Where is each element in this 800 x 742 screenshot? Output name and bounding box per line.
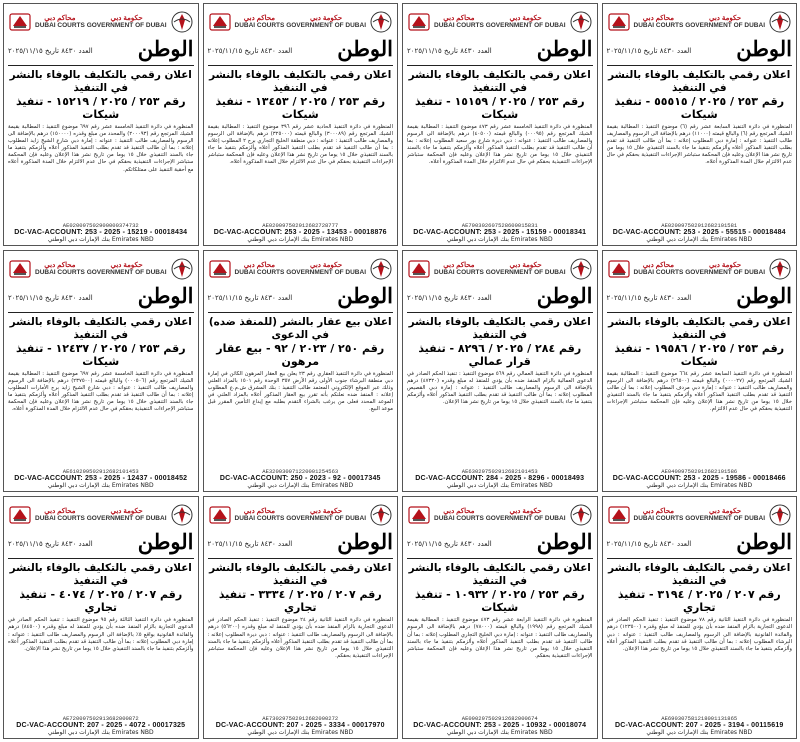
logo-bar	[407, 7, 593, 37]
court-name-ar: محاكم دبي	[642, 15, 675, 22]
iban-number: AE020097502900000374732	[62, 221, 139, 229]
courts-logo-text	[434, 15, 484, 29]
notice-footer	[208, 715, 394, 736]
masthead	[606, 282, 793, 313]
newspaper-name: الوطن	[536, 529, 593, 555]
government-name-en: GOVERNMENT OF DUBAI	[86, 268, 167, 276]
headline-line-2: رقم ٢٠٧ / ٢٠٢٥ / ٣١٩٤ - تنفيذ تجاري	[617, 588, 781, 615]
government-logo-text	[685, 15, 765, 29]
notice-footer	[208, 222, 394, 243]
bank-name: بنك الإمارات دبي الوطني Emirates NBD	[646, 729, 753, 736]
dubai-courts-emblem-icon	[607, 257, 631, 281]
newspaper-name: الوطن	[736, 529, 792, 555]
notice-card-11	[402, 496, 598, 739]
government-name-ar: حكومة دبي	[310, 15, 343, 22]
newspaper-name: الوطن	[137, 282, 194, 308]
government-logo-text	[685, 508, 765, 522]
headline-line-1: اعلان رقمي بالتكليف بالوفاء بالنشر في التنفيذ	[209, 562, 392, 588]
logo-bar	[8, 500, 194, 530]
government-logo-text	[87, 15, 167, 29]
newspaper-name: الوطن	[337, 529, 393, 555]
courts-logo	[607, 503, 684, 527]
notice-body: المنظورة في دائرة التنفيذ العقاري رقم ٢٣ يعلن بيع العقار المرهون الكائن في إمارة دبي منطقة البرشاء جنوب الأولى رقم الأرض ٣٥٧ الوحدة رقم ١٥٠١ بالمزاد العلني وذلك عبر الموقع الإلكتروني المعتمد طالب التنفيذ : بنك المشرق ش.م.ع المطلوب إعلانه : المنفذ ضده نعلنكم بأنه تقرر بيع العقار المذكور أعلاه بالمزاد العلني في الموعد المحدد فعلى من يرغب بالشراء التقدم بطلبه مع إيداع التأمين المقرر قبل موعد البيع.	[207, 370, 393, 413]
dubai-courts-emblem-icon	[607, 503, 631, 527]
bank-name: بنك الإمارات دبي الوطني Emirates NBD	[446, 482, 553, 490]
courts-logo-text	[434, 508, 484, 522]
newspaper-name: الوطن	[736, 282, 792, 308]
courts-logo-text	[235, 508, 285, 522]
issue-line: العدد ٨٤٣٠ تاريخ ٢٠٢٥/١١/١٥	[8, 293, 93, 302]
court-name-en: DUBAI COURTS	[234, 22, 285, 29]
courts-logo	[8, 503, 85, 527]
court-name-ar: محاكم دبي	[243, 261, 276, 269]
logo-bar	[607, 500, 793, 530]
dubai-courts-emblem-icon	[407, 503, 431, 527]
government-name-en: GOVERNMENT OF DUBAI	[685, 268, 765, 276]
government-logo	[286, 257, 393, 281]
masthead	[8, 38, 194, 66]
notice-headline	[407, 69, 593, 121]
logo-bar	[407, 254, 593, 284]
dubai-crest-icon	[170, 257, 194, 281]
dubai-courts-emblem-icon	[208, 503, 232, 527]
government-logo-text	[486, 262, 566, 276]
government-name-en: GOVERNMENT OF DUBAI	[86, 22, 167, 29]
government-name-ar: حكومة دبي	[509, 508, 542, 516]
government-name-en: GOVERNMENT OF DUBAI	[286, 268, 366, 276]
account-number: DC-VAC-ACCOUNT: 284 - 2025 - 8296 - 00018493	[415, 475, 585, 483]
masthead	[607, 531, 793, 559]
court-name-ar: محاكم دبي	[642, 508, 675, 516]
dubai-courts-emblem-icon	[8, 257, 32, 281]
iban-number: AE690307581218001131865	[661, 715, 738, 722]
dubai-courts-emblem-icon	[8, 503, 32, 527]
government-name-ar: حكومة دبي	[509, 15, 542, 22]
notice-headline	[8, 316, 194, 368]
notice-card-5	[3, 250, 199, 493]
courts-logo-text	[434, 262, 484, 276]
account-number: DC-VAC-ACCOUNT: 253 - 2025 - 15159 - 00018341	[413, 228, 587, 236]
government-name-en: GOVERNMENT OF DUBAI	[286, 515, 366, 523]
dubai-courts-emblem-icon	[607, 10, 631, 34]
iban-number: AE630297502912682101453	[461, 468, 538, 476]
notice-footer	[607, 715, 793, 736]
government-logo-text	[685, 262, 765, 276]
notice-card-7	[402, 250, 598, 493]
account-number: DC-VAC-ACCOUNT: 253 - 2025 - 19586 - 00018466	[612, 475, 786, 483]
notice-card-10	[203, 496, 399, 739]
issue-line: العدد ٨٤٣٠ تاريخ ٢٠٢٥/١١/١٥	[606, 47, 692, 55]
logo-bar	[407, 500, 593, 530]
government-logo	[87, 10, 194, 34]
issue-line: العدد ٨٤٣٠ تاريخ ٢٠٢٥/١١/١٥	[207, 540, 293, 549]
dubai-crest-icon	[170, 503, 194, 527]
newspaper-name: الوطن	[337, 282, 393, 308]
dubai-crest-icon	[768, 503, 792, 527]
courts-logo	[407, 503, 484, 527]
government-logo	[685, 257, 792, 281]
notice-body: المنظورة في دائرة التنفيذ الخامسة عشر رقم ٦٩٧ موضوع التنفيذ : المطالبة بقيمة الشيك المرتجع رقم (٢٠٠٠٩٣) والمحدد من مبلغ وقدره (١٥٠٠٠٠) درهم بالإضافة الى الرسوم والمصاريف طالب التنفيذ : عنوانه : إمارة دبي شارع الشيخ زايد المطلوب إعلانه : بما أن طالب التنفيذ قد تقدم بطلب التنفيذ المذكور أعلاه وألزمكم بتنفيذ ما جاء بالسند التنفيذي خلال ١٥ يوما من تاريخ نشر هذا الإعلان وعليه فإن المحكمة ستباشر الإجراءات التنفيذية بحقكم في حال عدم الالتزام خلال المدة المذكورة أعلاه مع أحقية التنفيذ على ممتلكاتكم.	[8, 124, 194, 173]
notice-headline	[407, 562, 593, 614]
government-name-ar: حكومة دبي	[709, 508, 742, 516]
masthead	[208, 38, 394, 66]
notice-headline	[8, 69, 194, 121]
courts-logo-text	[634, 262, 684, 276]
account-number: DC-VAC-ACCOUNT: 207 - 2025 - 4072 - 00017325	[16, 722, 186, 729]
government-logo	[685, 503, 792, 527]
notice-headline	[407, 316, 593, 368]
masthead	[8, 531, 194, 559]
court-name-ar: محاكم دبي	[443, 15, 475, 22]
court-name-ar: محاكم دبي	[44, 15, 76, 22]
court-name-ar: محاكم دبي	[243, 508, 276, 516]
court-name-en: DUBAI COURTS	[35, 515, 85, 523]
issue-line: العدد ٨٤٣٠ تاريخ ٢٠٢٥/١١/١٥	[606, 540, 692, 549]
iban-number: AE790302607528600015831	[461, 221, 538, 229]
government-logo	[87, 257, 194, 281]
headline-line-1: اعلان رقمي بالتكليف بالوفاء بالنشر في التنفيذ	[9, 562, 192, 588]
government-logo-text	[486, 15, 566, 29]
notice-card-1	[3, 3, 199, 246]
courts-logo	[8, 257, 85, 281]
notice-body: المنظورة في دائرة التنفيذ الثالثة رقم ٩٥ موضوع التنفيذ : تنفيذ الحكم الصادر في الدعوى التجارية بالزام المنفذ ضده بأن يؤدي للمنفذ له مبلغ وقدره (٨٤٥٠٠) درهم والفائدة القانونية بواقع ٥٪ بالإضافة الى الرسوم والمصاريف طالب التنفيذ : عنوانه : إمارة دبي المطلوب إعلانه : بما أن طالب التنفيذ قد تقدم بطلب التنفيذ المذكور أعلاه وألزمكم بتنفيذ ما جاء بالسند التنفيذي خلال ١٥ يوما من تاريخ نشر هذا الإعلان.	[8, 617, 194, 652]
government-name-en: GOVERNMENT OF DUBAI	[485, 22, 566, 29]
iban-number: AE020097502912682728777	[262, 221, 339, 229]
newspaper-name: الوطن	[736, 36, 792, 61]
headline-line-1: اعلان بيع عقار بالنشر (للمنفذ ضده) في الدعوى	[208, 315, 392, 341]
issue-line: العدد ٨٤٣٠ تاريخ ٢٠٢٥/١١/١٥	[207, 293, 293, 302]
logo-bar	[8, 7, 194, 37]
courts-logo	[208, 503, 285, 527]
headline-line-2: رقم ٢٠٧ / ٢٠٢٥ / ٤٠٧٤ - تنفيذ تجاري	[19, 588, 183, 615]
iban-number: AE610299502912682101453	[62, 468, 139, 476]
courts-logo	[8, 10, 85, 34]
headline-line-1: اعلان رقمي بالتكليف بالوفاء بالنشر في التنفيذ	[608, 562, 791, 588]
masthead	[407, 531, 593, 559]
newspaper-name: الوطن	[137, 529, 194, 555]
government-logo	[286, 503, 393, 527]
government-name-ar: حكومة دبي	[709, 15, 742, 22]
notice-footer	[607, 222, 793, 243]
notice-headline	[208, 562, 394, 614]
bank-name: بنك الإمارات دبي الوطني Emirates NBD	[247, 729, 354, 736]
dubai-crest-icon	[768, 257, 792, 281]
masthead	[607, 38, 793, 66]
newspaper-name: الوطن	[337, 36, 393, 61]
notice-headline	[607, 69, 793, 121]
notice-body: المنظورة في دائرة التنفيذ السابعة عشر رقم ٦٦٤ موضوع التنفيذ : المطالبة بقيمة الشيك المرتجع رقم (٠٠٠٠٢٧) والبالغ قيمته (٢٦٥٠٠) درهم بالإضافة الى الرسوم والمصاريف طالب التنفيذ : عنوانه : إمارة دبي مردف المطلوب إعلانه : بما أن طالب التنفيذ قد تقدم بطلب التنفيذ المذكور أعلاه وألزمكم بتنفيذ ما جاء بالسند التنفيذي خلال ١٥ يوما من تاريخ نشر هذا الإعلان وعليه فإن المحكمة ستباشر الإجراءات التنفيذية بحقكم في حال عدم الالتزام.	[606, 370, 792, 413]
bank-name: بنك الإمارات دبي الوطني Emirates NBD	[446, 235, 553, 243]
dubai-courts-emblem-icon	[407, 257, 431, 281]
notice-footer	[407, 715, 593, 736]
government-logo	[87, 503, 194, 527]
bank-name: بنك الإمارات دبي الوطني Emirates NBD	[47, 482, 154, 490]
government-name-en: GOVERNMENT OF DUBAI	[685, 22, 765, 29]
iban-number: AE720097502913682000872	[62, 715, 139, 722]
government-logo-text	[286, 262, 366, 276]
courts-logo-text	[634, 15, 684, 29]
court-name-en: DUBAI COURTS	[434, 22, 484, 29]
dubai-crest-icon	[768, 10, 792, 34]
court-name-ar: محاكم دبي	[642, 261, 675, 269]
government-name-ar: حكومة دبي	[509, 261, 542, 269]
bank-name: بنك الإمارات دبي الوطني Emirates NBD	[47, 729, 154, 736]
headline-line-2: رقم ٢٥٣ / ٢٠٢٥ / ١٥١٥٩ - تنفيذ شيكات	[414, 95, 585, 121]
headline-line-2: رقم ٢٥٣ / ٢٠٢٥ / ١٠٩٣٢ - تنفيذ شيكات	[414, 588, 585, 615]
account-number: DC-VAC-ACCOUNT: 253 - 2025 - 55515 - 00018484	[612, 228, 786, 236]
court-name-ar: محاكم دبي	[243, 15, 276, 22]
courts-logo	[208, 10, 285, 34]
courts-logo	[407, 257, 484, 281]
government-name-en: GOVERNMENT OF DUBAI	[485, 515, 566, 523]
court-name-en: DUBAI COURTS	[434, 268, 484, 276]
courts-logo-text	[35, 508, 85, 522]
notice-card-3	[402, 3, 598, 246]
notice-headline	[208, 69, 394, 121]
court-name-ar: محاكم دبي	[443, 261, 475, 269]
issue-line: العدد ٨٤٣٠ تاريخ ٢٠٢٥/١١/١٥	[407, 293, 492, 302]
iban-number: AE090297502912682000674	[461, 715, 538, 722]
notice-footer	[208, 468, 394, 489]
dubai-crest-icon	[170, 10, 194, 34]
account-number: DC-VAC-ACCOUNT: 253 - 2025 - 13453 - 00018876	[213, 228, 387, 236]
masthead	[8, 282, 194, 313]
masthead	[407, 282, 593, 313]
government-name-en: GOVERNMENT OF DUBAI	[485, 268, 566, 276]
notice-body: المنظورة في دائرة التنفيذ الرابعة عشر رقم ٤٧٣ موضوع التنفيذ : المطالبة بقيمة الشيك المرتجع رقم (١٩٩٨) والبالغ قيمته (٧٨٠٠٠) درهم بالإضافة الى الرسوم والمصاريف طالب التنفيذ : عنوانه : إمارة دبي الخليج التجاري المطلوب إعلانه : بما أن طالب التنفيذ قد تقدم بطلب التنفيذ المذكور أعلاه وألزمكم بتنفيذ ما جاء بالسند التنفيذي خلال ١٥ يوما من تاريخ نشر هذا الإعلان وعليه فإن المحكمة ستباشر الإجراءات التنفيذية بحقكم.	[407, 617, 593, 659]
notice-card-6	[203, 250, 399, 493]
account-number: DC-VAC-ACCOUNT: 253 - 2025 - 10932 - 00018074	[413, 722, 587, 729]
notice-body: المنظورة في دائرة التنفيذ الخامسة عشر رقم ٦٩٧ موضوع التنفيذ : المطالبة بقيمة الشيك المرتجع رقم (٠٠٠٥٠٦) والبالغ قيمته (٢٣٧٥٠٠) درهم بالإضافة الى الرسوم والمصاريف طالب التنفيذ : عنوانه : دبي شارع الشيخ زايد برج الأمارات المطلوب إعلانه : بما أن طالب التنفيذ قد تقدم بطلب التنفيذ المذكور أعلاه وألزمكم بتنفيذ ما جاء بالسند التنفيذي خلال ١٥ يوما من تاريخ نشر هذا الإعلان وعليه فإن المحكمة ستباشر الإجراءات التنفيذية بحقكم في حال عدم الالتزام خلال المدة المذكورة أعلاه.	[8, 370, 194, 413]
headline-line-2: رقم ٢٥٠ / ٢٠٢٣ / ٩٢ - بيع عقار مرهون	[216, 341, 385, 368]
notice-body: المنظورة في دائرة التنفيذ الثانية رقم ٢٤ موضوع التنفيذ : تنفيذ الحكم الصادر في الدعوى التجارية بالزام المنفذ ضده بأن يؤدي للمنفذ له مبلغ وقدره (٥٦٢٠٠) درهم بالإضافة الى الرسوم والمصاريف طالب التنفيذ : عنوانه : دبي ديرة المطلوب إعلانه : بما أن طالب التنفيذ قد تقدم بطلب التنفيذ المذكور أعلاه وألزمكم بتنفيذ ما جاء بالسند التنفيذي خلال ١٥ يوما من تاريخ نشر هذا الإعلان وعليه فإن المحكمة ستباشر الإجراءات التنفيذية بحقكم.	[207, 617, 393, 659]
headline-line-1: اعلان رقمي بالتكليف بالوفاء بالنشر في التنفيذ	[9, 315, 192, 341]
courts-logo	[607, 257, 684, 281]
headline-line-1: اعلان رقمي بالتكليف بالوفاء بالنشر في التنفيذ	[408, 69, 591, 94]
dubai-crest-icon	[369, 10, 393, 34]
government-logo-text	[286, 508, 366, 522]
notice-headline	[607, 316, 793, 368]
notice-card-8	[602, 250, 798, 493]
government-logo	[486, 10, 593, 34]
court-name-en: DUBAI COURTS	[633, 22, 684, 29]
notice-footer	[407, 222, 593, 243]
government-name-en: GOVERNMENT OF DUBAI	[86, 515, 167, 523]
dubai-courts-emblem-icon	[407, 10, 431, 34]
courts-logo-text	[35, 262, 85, 276]
notice-footer	[8, 222, 194, 243]
court-name-en: DUBAI COURTS	[633, 268, 684, 276]
courts-logo-text	[35, 15, 85, 29]
bank-name: بنك الإمارات دبي الوطني Emirates NBD	[247, 482, 354, 490]
government-name-ar: حكومة دبي	[110, 15, 143, 22]
government-logo	[486, 503, 593, 527]
notice-body: المنظورة في دائرة التنفيذ العمالي رقم ٥٦٩ موضوع التنفيذ : تنفيذ الحكم الصادر في الدعوى العمالية بالزام المنفذ ضده بأن يؤدي للمنفذ له مبلغ وقدره (٤٧٣٢٠) درهم بالإضافة الى الرسوم والمصاريف طالب التنفيذ : عنوانه : إمارة دبي القصيص المطلوب إعلانه : بما أن طالب التنفيذ قد تقدم بطلب التنفيذ المذكور أعلاه وألزمكم بتنفيذ ما جاء بالسند التنفيذي خلال ١٥ يوما من تاريخ نشر هذا الإعلان.	[407, 370, 593, 406]
account-number: DC-VAC-ACCOUNT: 250 - 2023 - 92 - 00017345	[219, 475, 381, 483]
headline-line-1: اعلان رقمي بالتكليف بالوفاء بالنشر في التنفيذ	[408, 315, 591, 341]
iban-number: AE040097502912682101586	[661, 468, 738, 476]
notice-footer	[407, 468, 593, 489]
government-name-ar: حكومة دبي	[110, 261, 143, 269]
court-name-ar: محاكم دبي	[443, 508, 475, 516]
government-logo	[486, 257, 593, 281]
government-name-en: GOVERNMENT OF DUBAI	[685, 515, 765, 523]
headline-line-2: رقم ٢٥٣ / ٢٠٢٥ / ٥٥٥١٥ - تنفيذ شيكات	[614, 95, 785, 121]
issue-line: العدد ٨٤٣٠ تاريخ ٢٠٢٥/١١/١٥	[606, 293, 692, 302]
headline-line-1: اعلان رقمي بالتكليف بالوفاء بالنشر في التنفيذ	[608, 69, 791, 94]
newspaper-name: الوطن	[536, 36, 593, 61]
courts-logo-text	[235, 15, 285, 29]
logo-bar	[208, 254, 394, 284]
court-name-ar: محاكم دبي	[44, 508, 76, 516]
headline-line-2: رقم ٢٥٣ / ٢٠٢٥ / ١٢٤٣٧ - تنفيذ شيكات	[15, 341, 186, 368]
account-number: DC-VAC-ACCOUNT: 253 - 2025 - 12437 - 00018452	[14, 475, 188, 483]
notice-headline	[607, 562, 793, 614]
issue-line: العدد ٨٤٣٠ تاريخ ٢٠٢٥/١١/١٥	[207, 47, 293, 55]
logo-bar	[208, 500, 394, 530]
headline-line-2: رقم ٢٥٣ / ٢٠٢٥ / ١٩٥٨٦ - تنفيذ شيكات	[614, 341, 785, 368]
notice-headline	[208, 316, 394, 368]
logo-bar	[607, 7, 793, 37]
bank-name: بنك الإمارات دبي الوطني Emirates NBD	[247, 235, 354, 243]
notice-card-9	[3, 496, 199, 739]
government-logo	[685, 10, 792, 34]
issue-line: العدد ٨٤٣٠ تاريخ ٢٠٢٥/١١/١٥	[407, 47, 492, 55]
courts-logo	[407, 10, 484, 34]
headline-line-2: رقم ٢٠٧ / ٢٠٢٥ / ٣٣٣٤ - تنفيذ تجاري	[218, 588, 382, 615]
notice-footer	[8, 468, 194, 489]
notice-body: المنظورة في دائرة التنفيذ الثانية رقم ٧٨ موضوع التنفيذ : تنفيذ الحكم الصادر في الدعوى التجارية بالزام المنفذ ضده بأن يؤدي للمنفذ له مبلغ وقدره (١٢٣٥٠٠) درهم والفائدة القانونية بالإضافة الى الرسوم والمصاريف طالب التنفيذ : عنوانه : دبي البرشاء المطلوب إعلانه : بما أن طالب التنفيذ قد تقدم بطلب التنفيذ المذكور أعلاه وألزمكم بتنفيذ ما جاء بالسند التنفيذي خلال ١٥ يوما من تاريخ نشر هذا الإعلان.	[606, 617, 792, 652]
logo-bar	[208, 7, 394, 37]
notice-body: المنظورة في دائرة التنفيذ الحادية عشر رقم ٣٩٦ موضوع التنفيذ : المطالبة بقيمة الشيك المرتجع رقم (٣٠٠٠٨٩) والبالغ قيمته (٣٢٥٠٠٠) درهم بالإضافة الى الرسوم والمصاريف طالب التنفيذ : عنوانه : دبي منطقة الخليج التجاري برج ٢ المطلوب إعلانه : بما أن طالب التنفيذ قد تقدم بطلب التنفيذ المذكور أعلاه وألزمكم بتنفيذ ما جاء بالسند التنفيذي خلال ١٥ يوما من تاريخ نشر هذا الإعلان وعليه فإن المحكمة ستباشر الإجراءات التنفيذية بحقكم في حال عدم الالتزام خلال المدة المذكورة أعلاه.	[207, 124, 393, 166]
government-name-ar: حكومة دبي	[110, 508, 143, 516]
notice-card-12	[602, 496, 798, 739]
government-logo	[286, 10, 393, 34]
issue-line: العدد ٨٤٣٠ تاريخ ٢٠٢٥/١١/١٥	[407, 540, 492, 549]
court-name-en: DUBAI COURTS	[234, 515, 285, 523]
dubai-crest-icon	[569, 10, 593, 34]
courts-logo-text	[235, 262, 285, 276]
government-name-ar: حكومة دبي	[709, 261, 742, 269]
bank-name: بنك الإمارات دبي الوطني Emirates NBD	[646, 235, 753, 243]
courts-logo-text	[634, 508, 684, 522]
account-number: DC-VAC-ACCOUNT: 253 - 2025 - 15219 - 00018434	[14, 228, 188, 236]
government-logo-text	[486, 508, 566, 522]
dubai-courts-emblem-icon	[208, 257, 232, 281]
issue-line: العدد ٨٤٣٠ تاريخ ٢٠٢٥/١١/١٥	[8, 47, 93, 55]
court-name-en: DUBAI COURTS	[35, 22, 85, 29]
court-name-en: DUBAI COURTS	[434, 515, 484, 523]
iban-number: AE020097502912682101581	[661, 221, 738, 229]
masthead	[407, 38, 593, 66]
account-number: DC-VAC-ACCOUNT: 207 - 2025 - 3334 - 00017970	[215, 722, 385, 729]
notice-body: المنظورة في دائرة التنفيذ الخامسة عشر رقم ٤٧٣ موضوع التنفيذ : المطالبة بقيمة الشيك المرتجع رقم (٠٠٠٩٥) والبالغ قيمته (٤٠٥٠٠) درهم بالإضافة الى الرسوم والمصاريف طالب التنفيذ : عنوانه : دبي ديرة شارع بور سعيد المطلوب إعلانه : بما أن طالب التنفيذ قد تقدم بطلب التنفيذ المذكور أعلاه وألزمكم بتنفيذ ما جاء بالسند التنفيذي خلال ١٥ يوما من تاريخ نشر هذا الإعلان وعليه فإن المحكمة ستباشر الإجراءات التنفيذية بحقكم في حال عدم الالتزام خلال المدة المذكورة أعلاه.	[407, 124, 593, 166]
headline-line-1: اعلان رقمي بالتكليف بالوفاء بالنشر في التنفيذ	[608, 315, 791, 341]
dubai-crest-icon	[369, 257, 393, 281]
dubai-courts-emblem-icon	[208, 10, 232, 34]
notice-card-2	[203, 3, 399, 246]
notice-body: المنظورة في دائرة التنفيذ السابعة عشر رقم (٦) موضوع التنفيذ : المطالبة بقيمة الشيك المرتجع رقم (٦) والبالغ قيمته (١١٠٠٠) درهم بالإضافة الى الرسوم والمصاريف طالب التنفيذ : عنوانه : إمارة دبي المطلوب إعلانه : بما أن طالب التنفيذ قد تقدم بطلب التنفيذ المذكور أعلاه وألزمكم بتنفيذ ما جاء بالسند التنفيذي خلال ١٥ يوما من تاريخ نشر هذا الإعلان وعليه فإن المحكمة ستباشر الإجراءات التنفيذية بحقكم في حال عدم الالتزام خلال المدة المذكورة أعلاه.	[606, 124, 792, 166]
courts-logo	[607, 10, 684, 34]
newspaper-name: الوطن	[536, 282, 593, 308]
government-logo-text	[286, 15, 366, 29]
bank-name: بنك الإمارات دبي الوطني Emirates NBD	[446, 729, 553, 736]
iban-number: AE730297502912682000272	[262, 715, 339, 722]
dubai-crest-icon	[569, 257, 593, 281]
courts-logo	[208, 257, 285, 281]
court-name-en: DUBAI COURTS	[234, 268, 285, 276]
court-name-en: DUBAI COURTS	[35, 268, 85, 276]
masthead	[208, 531, 394, 559]
bank-name: بنك الإمارات دبي الوطني Emirates NBD	[47, 235, 154, 243]
notice-card-4	[602, 3, 798, 246]
headline-line-1: اعلان رقمي بالتكليف بالوفاء بالنشر في التنفيذ	[9, 69, 192, 94]
iban-number: AE320030071220001254563	[262, 468, 339, 476]
account-number: DC-VAC-ACCOUNT: 207 - 2025 - 3194 - 00115619	[614, 722, 784, 729]
notice-footer	[607, 468, 793, 489]
masthead	[207, 282, 394, 313]
dubai-crest-icon	[569, 503, 593, 527]
logo-bar	[8, 254, 194, 284]
headline-line-1: اعلان رقمي بالتكليف بالوفاء بالنشر في التنفيذ	[209, 69, 392, 94]
government-name-ar: حكومة دبي	[310, 508, 343, 516]
issue-line: العدد ٨٤٣٠ تاريخ ٢٠٢٥/١١/١٥	[8, 540, 93, 549]
notice-footer	[8, 715, 194, 736]
headline-line-1: اعلان رقمي بالتكليف بالوفاء بالنشر في التنفيذ	[408, 562, 591, 588]
headline-line-2: رقم ٢٥٣ / ٢٠٢٥ / ١٣٤٥٣ - تنفيذ شيكات	[215, 95, 386, 121]
government-name-ar: حكومة دبي	[310, 261, 343, 269]
bank-name: بنك الإمارات دبي الوطني Emirates NBD	[646, 482, 753, 490]
notice-headline	[8, 562, 194, 614]
government-logo-text	[87, 508, 167, 522]
dubai-courts-emblem-icon	[8, 10, 32, 34]
headline-line-2: رقم ٢٥٣ / ٢٠٢٥ / ١٥٢١٩ - تنفيذ شيكات	[15, 95, 186, 121]
court-name-en: DUBAI COURTS	[633, 515, 684, 523]
dubai-crest-icon	[369, 503, 393, 527]
court-name-ar: محاكم دبي	[44, 261, 76, 269]
government-name-en: GOVERNMENT OF DUBAI	[286, 22, 366, 29]
newspaper-name: الوطن	[137, 36, 194, 61]
government-logo-text	[87, 262, 167, 276]
headline-line-2: رقم ٢٨٤ / ٢٠٢٥ / ٨٢٩٦ - تنفيذ قرار عمالي	[418, 341, 582, 368]
logo-bar	[607, 254, 793, 284]
